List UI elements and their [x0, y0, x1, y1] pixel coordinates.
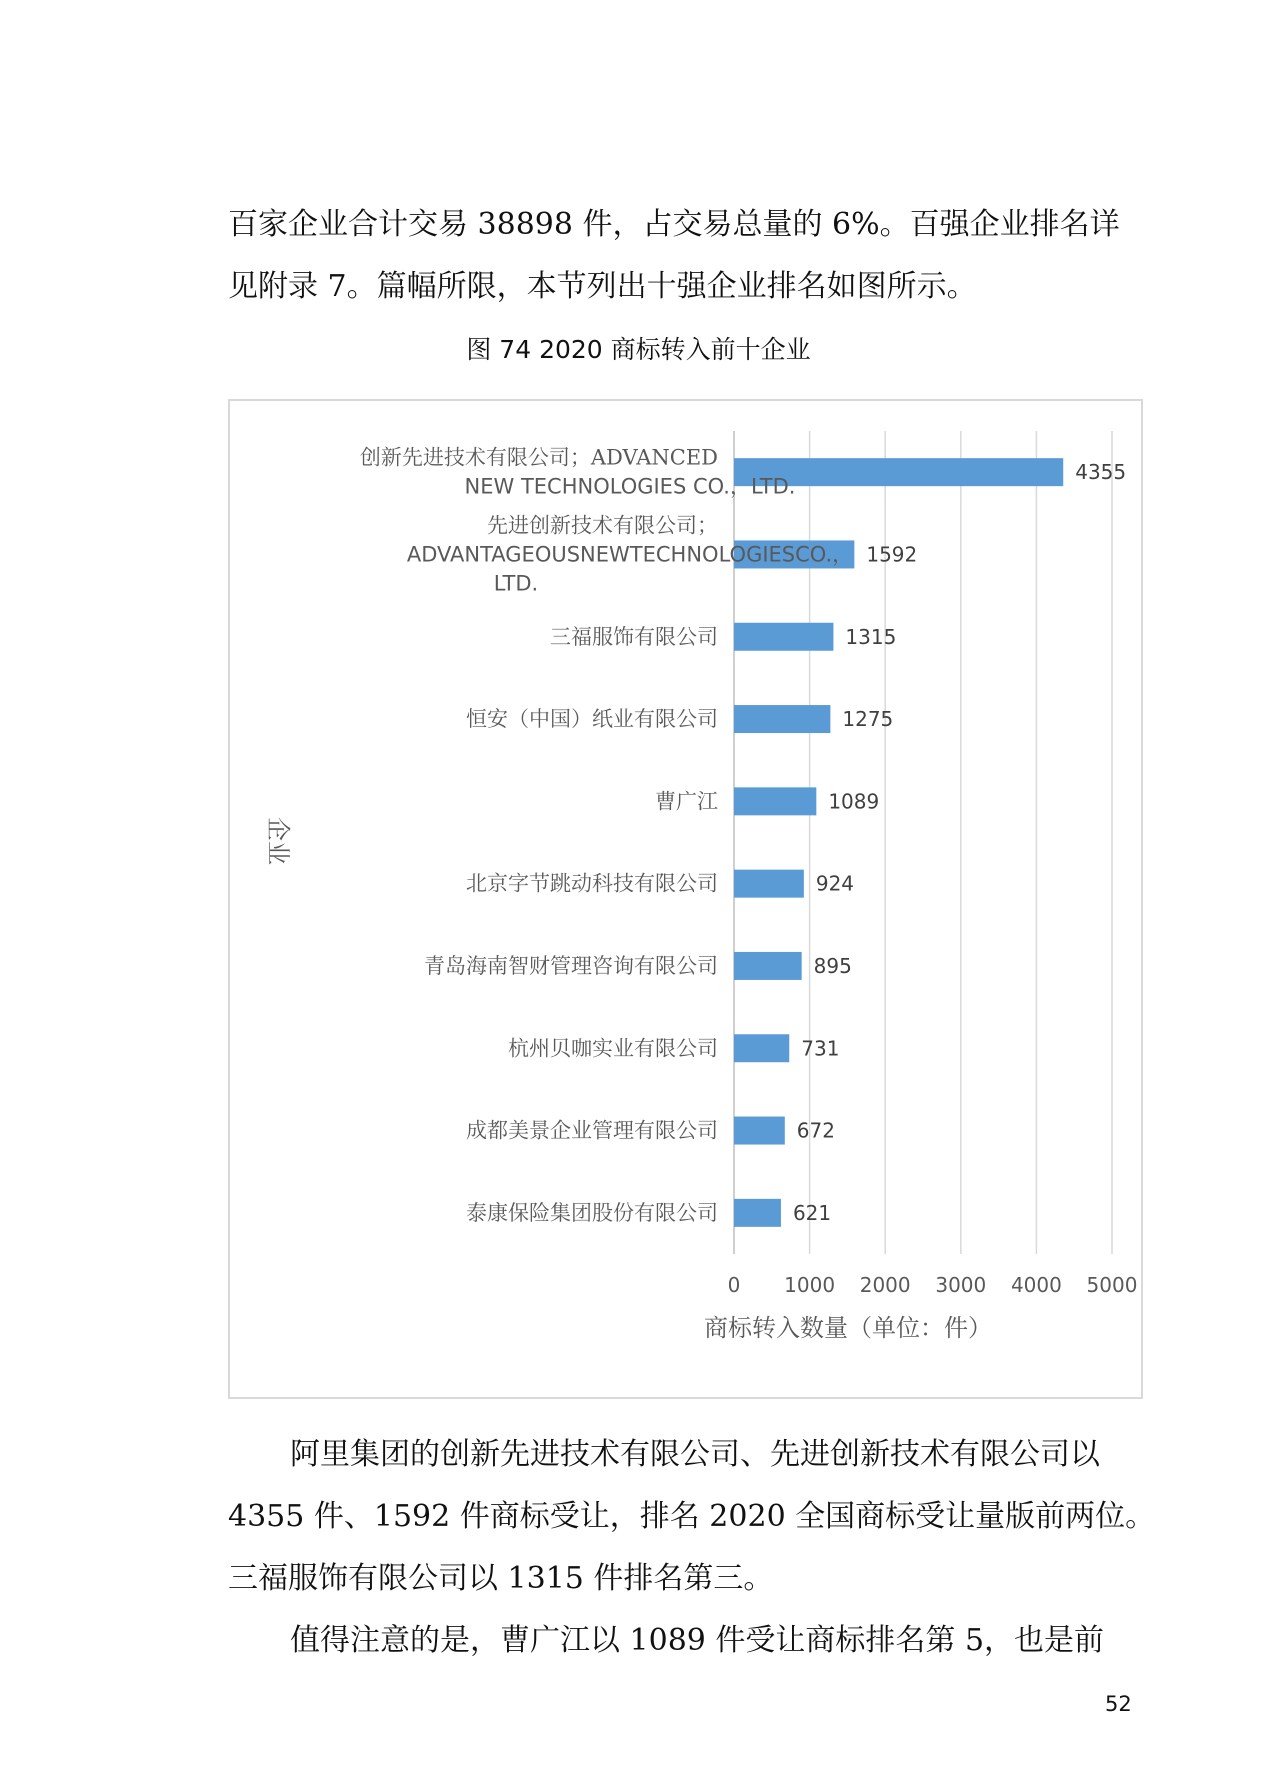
value-label: 924 [815, 871, 855, 896]
category-label: 三福服饰有限公司 [550, 624, 718, 649]
chart-frame [228, 399, 1143, 1399]
bar-3 [734, 623, 833, 651]
value-label: 621 [792, 1200, 832, 1225]
page-number: 52 [1105, 1692, 1132, 1716]
body-1-line-1: 阿里集团的创新先进技术有限公司、先进创新技术有限公司以 [290, 1437, 1100, 1472]
bar-5 [734, 787, 816, 815]
value-label: 1089 [828, 789, 880, 814]
bar-6 [734, 870, 804, 898]
category-label: 青岛海南智财管理咨询有限公司 [424, 953, 718, 978]
category-label: 杭州贝咖实业有限公司 [508, 1036, 718, 1061]
y-axis-title: 企业 [264, 817, 292, 865]
intro-line-1: 百家企业合计交易 38898 件，占交易总量的 6%。百强企业排名详 [228, 207, 1120, 242]
x-axis-title: 商标转入数量（单位：件） [704, 1314, 992, 1342]
body-paragraph-1 [228, 1424, 1156, 1610]
x-tick-label: 1000 [784, 1273, 836, 1297]
category-label: 恒安（中国）纸业有限公司 [466, 707, 718, 732]
category-label: 成都美景企业管理有限公司 [466, 1118, 718, 1143]
value-label: 1275 [842, 707, 894, 732]
category-label: ADVANTAGEOUSNEWTECHNOLOGIESCO.， [406, 542, 854, 567]
category-label: 北京字节跳动科技有限公司 [466, 871, 718, 896]
value-label: 672 [796, 1118, 835, 1143]
category-label: NEW TECHNOLOGIES CO.，LTD. [464, 474, 796, 499]
x-tick-label: 2000 [859, 1273, 911, 1297]
category-label: 曹广江 [655, 789, 718, 814]
value-label: 731 [801, 1036, 840, 1061]
bar-9 [734, 1117, 785, 1145]
value-label: 4355 [1075, 460, 1127, 485]
x-tick-label: 4000 [1010, 1273, 1062, 1297]
figure-caption: 图 74 2020 商标转入前十企业 [466, 335, 811, 364]
bar-chart [230, 401, 1141, 1397]
intro-paragraph [228, 194, 1148, 318]
x-tick-label: 5000 [1086, 1273, 1138, 1297]
bar-4 [734, 705, 830, 733]
value-label: 1592 [866, 542, 918, 567]
body-1-line-3: 三福服饰有限公司以 1315 件排名第三。 [228, 1561, 774, 1596]
value-label: 1315 [845, 624, 897, 649]
category-label: 先进创新技术有限公司； [487, 513, 718, 538]
category-label: 泰康保险集团股份有限公司 [466, 1200, 718, 1225]
body-2-line-1: 值得注意的是，曹广江以 1089 件受让商标排名第 5，也是前 [290, 1623, 1105, 1658]
bar-7 [734, 952, 802, 980]
bar-8 [734, 1034, 789, 1062]
category-label: 创新先进技术有限公司；ADVANCED [359, 445, 718, 470]
intro-line-2: 见附录 7。篇幅所限，本节列出十强企业排名如图所示。 [228, 269, 977, 304]
body-1-line-2: 4355 件、1592 件商标受让，排名 2020 全国商标受让量版前两位。 [228, 1499, 1156, 1534]
x-tick-label: 3000 [935, 1273, 987, 1297]
category-label: LTD. [493, 571, 539, 596]
bar-10 [734, 1199, 781, 1227]
value-label: 895 [813, 953, 852, 978]
body-paragraph-2 [228, 1610, 1148, 1672]
x-tick-label: 0 [727, 1273, 741, 1297]
